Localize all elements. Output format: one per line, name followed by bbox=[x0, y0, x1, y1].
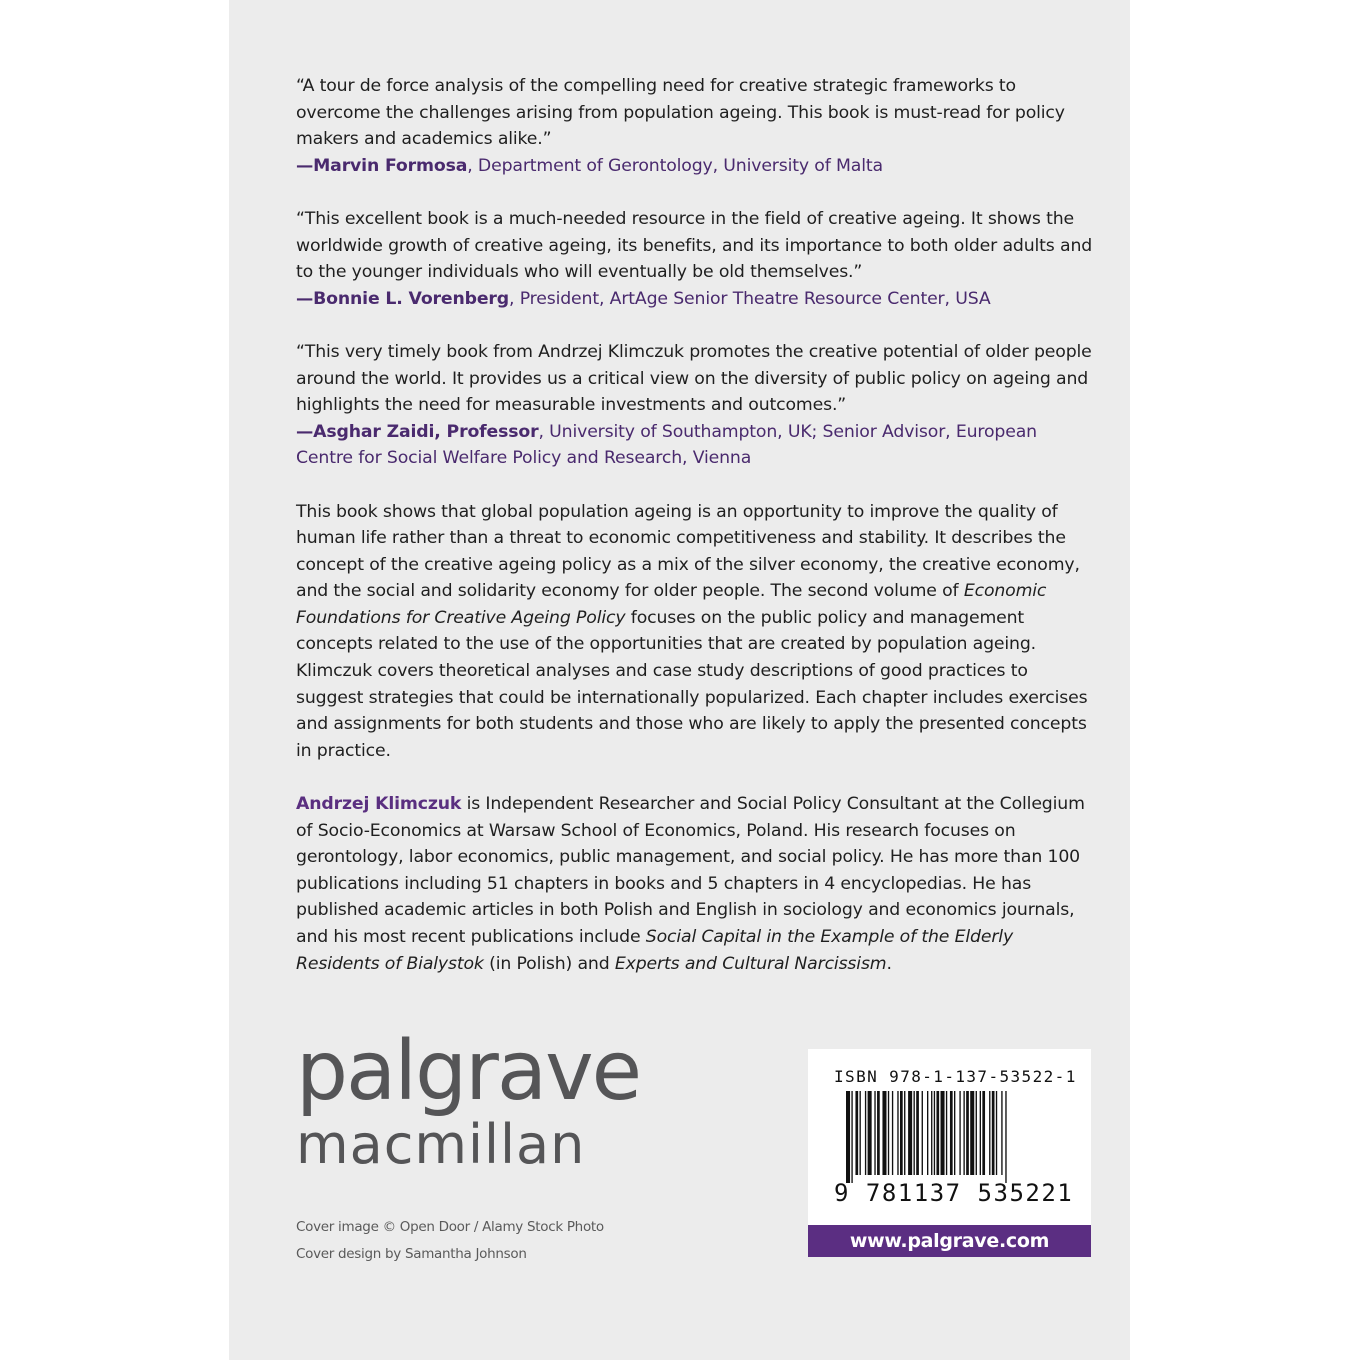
back-cover-text bbox=[296, 73, 1096, 1004]
author-name: Andrzej Klimczuk bbox=[296, 794, 462, 815]
endorser-affiliation: , University of Southampton, UK; Senior Advisor, European Centre for Social Welfare Policy and Research, Vienna bbox=[296, 421, 1037, 469]
cover-design-credit: Cover design by Samantha Johnson bbox=[296, 1245, 527, 1262]
publisher-website: www.palgrave.com bbox=[808, 1225, 1091, 1257]
description-paragraph bbox=[296, 499, 1096, 765]
endorsement-quote: “A tour de force analysis of the compelling need for creative strategic frameworks to overcome the challenges arising from population ageing. This book is must-read for policy makers and academics alike.” bbox=[296, 76, 1065, 150]
publication-title-1: Social Capital in the Example of the Elderly Residents of Bialystok bbox=[296, 927, 1014, 974]
endorsement-attribution bbox=[296, 286, 1096, 313]
endorsement-quote: “This very timely book from Andrzej Klimczuk promotes the creative potential of older people around the world. It provides us a critical view on the diversity of public policy on ageing and highlights the need for measurable investments and outcomes.” bbox=[296, 341, 1092, 416]
author-bio bbox=[296, 791, 1096, 977]
endorser-name: —Asghar Zaidi, Professor bbox=[296, 421, 539, 442]
endorsement-3 bbox=[296, 339, 1096, 472]
endorser-affiliation: , President, ArtAge Senior Theatre Resource Center, USA bbox=[509, 288, 991, 309]
endorser-name: —Bonnie L. Vorenberg bbox=[296, 288, 510, 309]
palgrave-macmillan-logo bbox=[296, 1024, 641, 1176]
endorser-name: —Marvin Formosa bbox=[296, 155, 468, 176]
logo-line-macmillan: macmillan bbox=[296, 1113, 586, 1176]
book-title-italic: Economic Foundations for Creative Ageing Policy bbox=[296, 581, 1047, 628]
endorsement-attribution bbox=[296, 419, 1096, 472]
barcode-bars-icon bbox=[846, 1091, 1066, 1183]
author-bio-paragraph bbox=[296, 791, 1096, 977]
book-description bbox=[296, 499, 1096, 765]
bio-text-3: . bbox=[886, 953, 892, 974]
endorser-affiliation: , Department of Gerontology, University of Malta bbox=[467, 155, 883, 176]
bio-text-1: is Independent Researcher and Social Policy Consultant at the Collegium of Socio-Economics at Warsaw School of Economics, Poland. His research focuses on gerontology, labor economics, public management, and social policy. He has more than 100 publications including 51 chapters in books and 5 chapters in 4 encyclopedias. He has published academic articles in both Polish and English in sociology and economics journals, and his most recent publications include bbox=[296, 794, 1085, 947]
cover-credits bbox=[296, 1214, 604, 1267]
endorsement-quote: “This excellent book is a much-needed resource in the field of creative ageing. It shows the worldwide growth of creative ageing, its benefits, and its importance to both older adults and to the younger individuals who will eventually be old themselves.” bbox=[296, 208, 1093, 283]
logo-line-palgrave: palgrave bbox=[296, 1024, 641, 1119]
isbn-barcode bbox=[808, 1049, 1091, 1225]
barcode-number: 9 781137 535221 bbox=[834, 1179, 1074, 1207]
publication-title-2: Experts and Cultural Narcissism bbox=[614, 953, 887, 974]
cover-image-credit: Cover image © Open Door / Alamy Stock Photo bbox=[296, 1219, 604, 1235]
endorsement-1 bbox=[296, 73, 1096, 179]
endorsement-attribution bbox=[296, 153, 1096, 180]
endorsement-2 bbox=[296, 206, 1096, 312]
isbn-label: ISBN 978-1-137-53522-1 bbox=[834, 1067, 1077, 1086]
bio-text-2: (in Polish) and bbox=[483, 953, 615, 974]
description-text-2: focuses on the public policy and management concepts related to the use of the opportunities that are created by population ageing. Klimczuk covers theoretical analyses and case study descriptions of good practices to suggest strategies that could be internationally popularized. Each chapter includes exercises and assignments for both students and those who are likely to apply the presented concepts in practice. bbox=[296, 607, 1088, 761]
description-text-1: This book shows that global population ageing is an opportunity to improve the quality of human life rather than a threat to economic competitiveness and stability. It describes the concept of the creative ageing policy as a mix of the silver economy, the creative economy, and the social and solidarity economy for older people. The second volume of bbox=[296, 501, 1080, 602]
